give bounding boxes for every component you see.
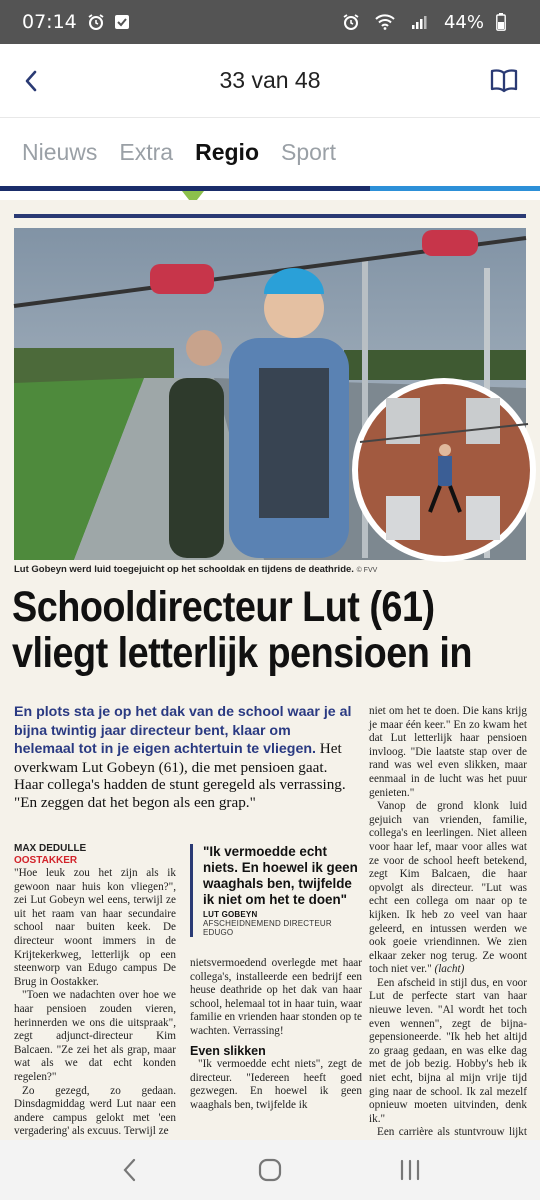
pull-quote-attribution	[203, 910, 362, 937]
tab-indicator-line	[0, 186, 540, 191]
paragraph-text: Vanop de grond klonk luid gejuich van vrienden, familie, collega's en leerlingen. Niet alleen voor haar lef, maar voor alles wat ze voor de school heeft betekend, zegt Kim Balcaen, die haar opvolgt als directeur. "Lut was echt een collega om naar op te kijken. Ik heb zo veel van haar geleerd, en intussen werden we ook goeie vriendinnen. We zien elkaar zeker nog terug. Ze woont toch niet ver."	[369, 800, 527, 976]
paragraph: nietsvermoedend overlegde met haar collega's, installeerde een bedrijf een heuse deathride op het dak van haar school, helemaal tot in haar tuin, waar familie en vrienden haar stonden op te wachten. Verrassing!	[190, 957, 362, 1037]
headline-line-1: Schooldirecteur Lut (61)	[12, 583, 435, 631]
article-column-2	[190, 957, 362, 1113]
paragraph	[369, 800, 527, 977]
tab-indicator-segment	[370, 186, 540, 191]
laugh-note: (lacht)	[434, 963, 465, 976]
paragraph: Zo gezegd, zo gedaan. Dinsdagmiddag werd Lut naar een andere campus gelokt met 'een vergadering' als excuus. Terwijl ze	[14, 1084, 176, 1138]
article-photo[interactable]	[14, 228, 526, 560]
author-byline: MAX DEDULLE	[14, 843, 87, 854]
battery-percent: 44%	[443, 11, 484, 33]
intro-lead: En plots sta je op het dak van de school waar je al bijna twintig jaar directeur bent, klaar om helemaal tot in je eigen achtertuin te vliegen.	[14, 704, 352, 757]
tab-sport[interactable]: Sport	[281, 138, 336, 165]
headline-line-2: vliegt letterlijk pensioen in	[12, 629, 472, 677]
section-tabs	[0, 118, 540, 186]
paragraph: niet om het te doen. Die kans krijg je maar één keer." En zo kwam het dat Lut letterlijk haar pensioen invloog. "Die laatste stap over de rand was wel even slikken, maar eenmaal in de lucht was het puur genieten."	[369, 705, 527, 799]
quote-role: AFSCHEIDNEMEND DIRECTEUR EDUGO	[203, 919, 332, 937]
paragraph: Een afscheid in stijl dus, en voor Lut de perfecte start van haar nieuwe leven. "Al wordt het toch even wennen", zegt de bijna-gepensioneerde. "Ik heb het altijd zo graag gedaan, en was elke dag met de job bezig. Hobby's heb ik niet echt, bijna al mijn vrije tijd ging naar de school. Ik zal mezelf opnieuw moeten uitvinden, denk ik."	[369, 976, 527, 1125]
tab-extra[interactable]: Extra	[119, 138, 174, 165]
article-column-3	[369, 705, 527, 1154]
status-bar	[0, 0, 540, 44]
photo-credit: © FVV	[356, 567, 378, 574]
nav-recents-icon	[397, 1158, 423, 1182]
intro-rest: Het overkwam Lut Gobeyn (61), die met pensioen gaat. Haar collega's hadden de stunt geregeld als verrassing. "En zeggen dat het begon als een grap."	[14, 740, 346, 811]
nav-home-button[interactable]	[250, 1150, 290, 1190]
overview-button[interactable]	[490, 68, 518, 94]
pull-quote-text: "Ik vermoedde echt niets. En hoewel ik geen waaghals ben, twijfelde ik niet om het te doen"	[203, 844, 358, 907]
nav-recents-button[interactable]	[390, 1150, 430, 1190]
photo-caption	[14, 564, 526, 575]
nav-back-icon	[120, 1157, 140, 1183]
article-page[interactable]	[0, 200, 540, 1140]
pull-quote	[190, 844, 362, 937]
app-bar	[0, 44, 540, 118]
quote-author: LUT GOBEYN	[203, 910, 258, 919]
article-headline	[12, 584, 528, 676]
paragraph: "Hoe leuk zou het zijn als ik gewoon naar huis kon vliegen?", zei Lut Gobeyn wel eens, terwijl ze uit het raam van haar secundaire school naar buiten keek. De directeur woont immers in de Krijtekerkweg, letterlijk op een steenworp van Edugo campus De Brug in Oostakker.	[14, 867, 176, 988]
wifi-icon	[376, 13, 394, 31]
article-intro	[14, 703, 354, 811]
article-column-1	[14, 843, 176, 1139]
alarm-icon	[342, 13, 360, 31]
paragraph: "Ik vermoedde echt niets", zegt de directeur. "Iedereen heeft goed gezwegen. En hoewel ik geen waaghals ben, twijfelde ik	[190, 1058, 362, 1111]
tab-nieuws[interactable]: Nieuws	[22, 138, 98, 165]
paragraph: Een carrière als stuntvrouw lijkt	[377, 1126, 527, 1139]
caption-text: Lut Gobeyn werd luid toegejuicht op het schooldak en tijdens de deathride.	[14, 564, 354, 575]
paragraph: "Toen we nadachten over hoe we haar pensioen zouden vieren, herinnerden we ons die uitspraak", zegt adjunct-directeur Kim Balcaen. "Ze zei het als grap, maar wat als we dat echt konden regelen?"	[14, 989, 176, 1083]
battery-icon	[492, 13, 510, 31]
location-dateline: OOSTAKKER	[14, 855, 78, 866]
article-top-rule	[14, 214, 526, 218]
book-open-icon	[490, 68, 518, 94]
status-time: 07:14	[22, 11, 77, 33]
status-right	[342, 12, 518, 33]
photo-illustration	[14, 228, 526, 560]
system-nav-bar	[0, 1140, 540, 1200]
page-counter: 33 van 48	[219, 67, 321, 93]
tab-regio[interactable]: Regio	[195, 138, 259, 165]
chevron-left-icon	[18, 66, 46, 96]
signal-icon	[410, 13, 428, 31]
subheading: Even slikken	[190, 1043, 266, 1058]
nav-home-icon	[257, 1157, 283, 1183]
alarm-icon	[87, 13, 105, 31]
back-button[interactable]	[18, 66, 46, 96]
checkbox-notification-icon	[113, 13, 131, 31]
nav-back-button[interactable]	[110, 1150, 150, 1190]
